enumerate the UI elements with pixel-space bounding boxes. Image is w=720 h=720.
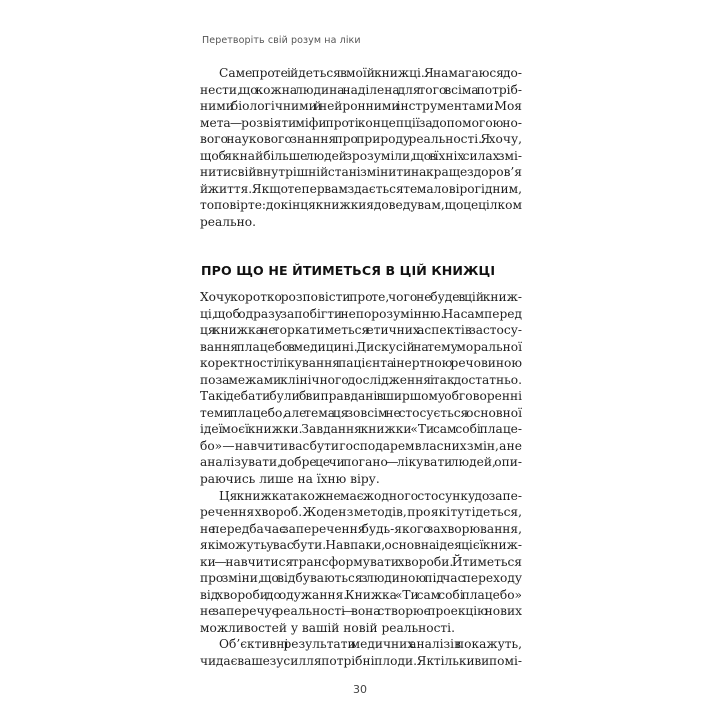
text-line: Саме про те і йдеться в моїй книжці. Я намагаюся до- — [219, 66, 522, 80]
text-line: поза межами клінічного дослідження і так достатньо. — [200, 372, 522, 387]
text-line: не передбачає заперечення будь-якого захворювання, — [200, 521, 522, 536]
text-line: вого наукового знання про природу реальності. Я хочу, — [200, 132, 522, 147]
text-line: ідеї моєї книжки. Завдання книжки «Ти сам собі плаце- — [200, 422, 522, 437]
text-line: чи дає ваше зусилля потрібні плоди. Як тільки ви помі- — [200, 654, 522, 669]
text-line: ними біологічними й нейронними інструментами. Моя — [200, 99, 522, 114]
text-line: які можуть у вас бути. Навпаки, основна ідея цієї книж- — [200, 538, 522, 553]
text-line: й життя. Якщо тепер вам здається те маловірогідним, — [200, 181, 522, 196]
text-line: коректності лікування пацієнта інертною речовиною — [200, 356, 522, 371]
text-line: щоб якнайбільше людей зрозуміли, що в їхніх силах змі- — [200, 148, 522, 163]
text-line: аналізувати, добре це чи погано — лікувати людей, опи- — [200, 455, 522, 470]
text-line: про зміни, що відбуваються з людиною під час переходу — [200, 571, 522, 586]
text-line: речення хвороб. Жоден з методів, про які тут ідеться, — [200, 505, 522, 520]
text-line: теми плацебо, але тема ця зовсім не стосується основної — [200, 405, 522, 420]
text-line: то повірте: до кінця книжки я доведу вам, що це цілком — [200, 198, 522, 213]
running-header: Перетворіть свій розум на ліки — [202, 35, 361, 46]
text-line: вання плацебо в медицині. Дискусій на тему моральної — [200, 339, 522, 354]
text-line: Такі дебати були б виправдані в ширшому обговоренні — [200, 389, 522, 404]
text-line: нити свій внутрішній стан і змінити на краще здоров’я — [200, 165, 522, 180]
text-line: ця книжка не торкатиметься етичних аспектів застосу- — [200, 323, 522, 338]
text-line: реально. — [200, 214, 256, 229]
text-line: не заперечує реальності — вона створює проекцію нових — [200, 604, 522, 619]
intro-paragraph — [200, 65, 522, 230]
text-line: нести, що кожна людина наділена для того всіма потріб- — [200, 82, 522, 97]
text-line: ці, щоб одразу запобігти непорозумінню. Насамперед — [200, 306, 522, 321]
text-line: від хвороби до одужання. Книжка «Ти сам собі плацебо» — [200, 587, 522, 602]
text-line: Об’єктивні результати медичних аналізів покажуть, — [219, 637, 522, 652]
text-line: раючись лише на їхню віру. — [200, 472, 380, 487]
text-line: мета — розвіяти міфи про ті концепції за допомогою но- — [200, 115, 522, 130]
section-body — [200, 289, 522, 670]
text-line: можливостей у вашій новій реальності. — [200, 620, 455, 635]
text-line: Ця книжка також не має жодного стосунку до запе- — [219, 488, 522, 503]
page-number: 30 — [353, 683, 367, 696]
section-heading: ПРО ЩО НЕ ЙТИМЕТЬСЯ В ЦІЙ КНИЖЦІ — [201, 263, 496, 278]
text-line: бо» — навчити вас бути господарем власних змін, а не — [200, 438, 522, 453]
text-line: Хочу коротко розповісти про те, чого не буде в цій книж- — [200, 290, 522, 304]
text-line: ки — навчитися трансформувати хвороби. Йтиметься — [200, 554, 522, 569]
